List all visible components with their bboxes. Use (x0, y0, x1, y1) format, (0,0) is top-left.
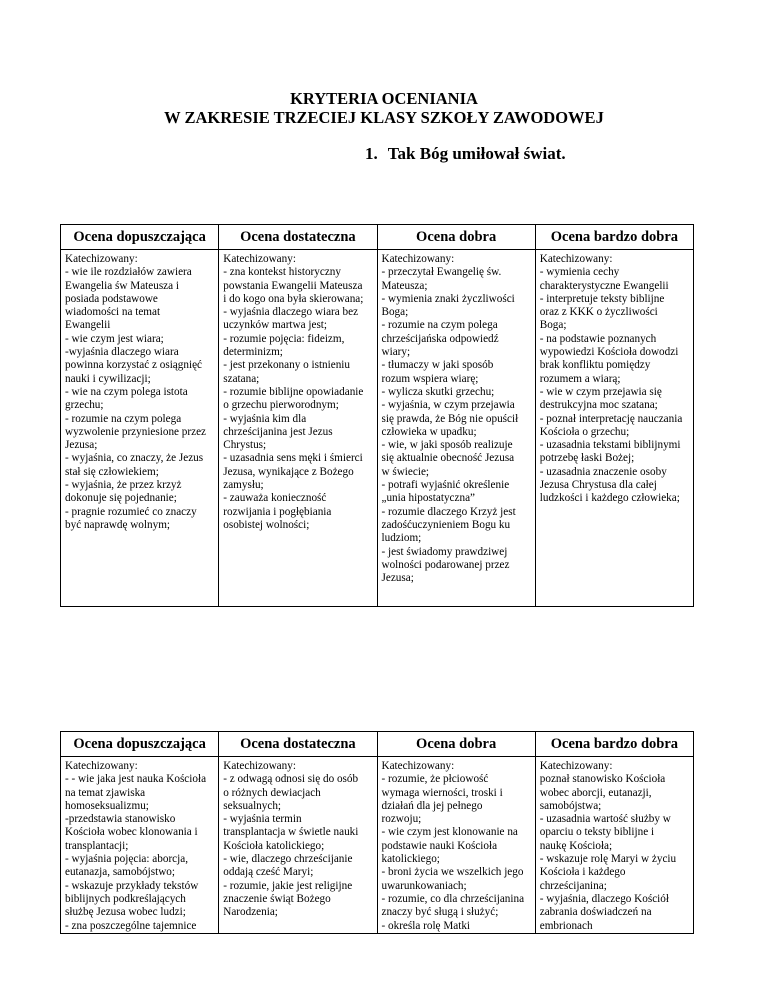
criteria-line: rozwijania i pogłębiania (223, 505, 332, 518)
criteria-line: -wyjaśnia dlaczego wiara (65, 346, 179, 359)
criteria-line: osobistej wolności; (223, 518, 310, 531)
criteria-line: - wyjaśnia, dlaczego Kościół (539, 892, 669, 905)
criteria-line: posiada podstawowe (65, 292, 158, 305)
criteria-line: - potrafi wyjaśnić określenie (381, 479, 510, 492)
criteria-line: wyzwolenie przyniesione przez (65, 425, 207, 438)
criteria-line: Jezusa; (381, 572, 414, 585)
criteria-line: - wie czym jest klonowanie na (381, 826, 518, 839)
criteria-line: nauki i cywilizacji; (65, 372, 151, 385)
criteria-line: o różnych dewiacjach (223, 786, 321, 799)
criteria-line: - uzasadnia wartość służby w (539, 813, 671, 826)
criteria-line: samobójstwa; (539, 799, 602, 812)
criteria-line: rozum wspiera wiarę; (381, 372, 479, 385)
criteria-line: Katechizowany: (223, 760, 296, 772)
criteria-line: - rozumie, jakie jest religijne (223, 879, 353, 892)
criteria-line: o grzechu pierworodnym; (223, 399, 339, 412)
criteria-line: chrześcijańska odpowiedź (381, 332, 499, 345)
criteria-line: grzechu; (65, 399, 104, 412)
criteria-line: - na podstawie poznanych (539, 332, 657, 345)
criteria-line: - jest świadomy prawdziwej (381, 545, 508, 558)
criteria-cell (535, 757, 693, 934)
criteria-line: na temat zjawiska (65, 786, 146, 799)
criteria-cell (535, 250, 693, 607)
criteria-line: Kościoła katolickiego; (223, 839, 325, 852)
criteria-line: - wyjaśnia, w czym przejawia (381, 399, 515, 412)
criteria-line: dokonuje się pojednanie; (65, 492, 177, 505)
section-number: 1. (365, 144, 378, 163)
criteria-line: być naprawdę wolnym; (65, 518, 171, 531)
criteria-line: - wyjaśnia kim dla (223, 412, 307, 425)
criteria-line: potrzebę łaski Bożej; (539, 452, 635, 465)
criteria-line: Boga; (381, 306, 409, 319)
criteria-line: charakterystyczne Ewangelii (539, 279, 669, 292)
criteria-line: - - wie jaka jest nauka Kościoła (65, 773, 207, 786)
criteria-cell (377, 757, 535, 934)
criteria-line: wymaga wierności, troski i (381, 786, 503, 799)
criteria-line: Katechizowany: (539, 253, 613, 265)
criteria-line: Ewangelia św Mateusza i (65, 279, 180, 292)
criteria-line: wypowiedzi Kościoła dowodzi (539, 346, 679, 359)
criteria-line: katolickiego; (381, 853, 440, 866)
header-cell: Ocena bardzo dobra (535, 225, 693, 250)
criteria-line: szatana; (223, 372, 260, 385)
criteria-line: się prawda, że Bóg nie opuścił (381, 412, 519, 425)
criteria-line: - rozumie biblijne opowiadanie (223, 385, 364, 398)
document-title-line1: KRYTERIA OCENIANIA (290, 89, 478, 108)
criteria-line: - wymienia cechy (539, 266, 620, 279)
criteria-line: naukę Kościoła; (539, 839, 613, 852)
criteria-line: człowieka w upadku; (381, 425, 477, 438)
criteria-cell (219, 250, 377, 607)
criteria-line: - poznał interpretację nauczania (539, 412, 683, 425)
criteria-line: -przedstawia stanowisko (65, 813, 176, 826)
criteria-line: poznał stanowisko Kościoła (539, 773, 666, 786)
criteria-line: zadośćuczynieniem Bogu ku (381, 518, 511, 531)
criteria-line: podstawie nauki Kościoła (381, 839, 498, 852)
table-header-row (61, 732, 694, 757)
criteria-line: - rozumie, że płciowość (381, 773, 489, 786)
criteria-line: - wie czym jest wiara; (65, 332, 164, 345)
criteria-cell (61, 250, 219, 607)
criteria-cell (61, 757, 219, 934)
criteria-line: - wylicza skutki grzechu; (381, 385, 495, 398)
criteria-line: Jezusa; (65, 439, 98, 452)
criteria-line: znaczenie świąt Bożego (223, 892, 331, 905)
criteria-line: zabrania doświadczeń na (539, 906, 652, 919)
criteria-line: chrześcijanina; (539, 879, 607, 892)
criteria-line: Jezusa Chrystusa dla całej (539, 479, 657, 492)
criteria-line: - wie ile rozdziałów zawiera (65, 266, 192, 279)
criteria-line: oraz z KKK o życzliwości (539, 306, 658, 319)
criteria-line: Katechizowany: (381, 760, 455, 772)
criteria-line: - rozumie, co dla chrześcijanina (381, 892, 525, 905)
criteria-line: zamysłu; (223, 479, 264, 492)
criteria-line: - wyjaśnia dlaczego wiara bez (223, 306, 359, 319)
criteria-line: Narodzenia; (223, 906, 278, 919)
criteria-line: Katechizowany: (65, 253, 138, 265)
header-cell: Ocena dostateczna (219, 225, 377, 250)
criteria-line: powinna korzystać z osiągnięć (65, 359, 202, 372)
criteria-line: znaczy być sługą i służyć; (381, 906, 499, 919)
criteria-line: destrukcyjna moc szatana; (539, 399, 658, 412)
criteria-line: - wskazuje przykłady tekstów (65, 879, 199, 892)
criteria-line: „unia hipostatyczna” (381, 492, 475, 505)
criteria-line: Katechizowany: (539, 760, 613, 772)
criteria-table-2 (60, 731, 694, 934)
header-cell: Ocena dobra (377, 732, 535, 757)
criteria-line: - uzasadnia sens męki i śmierci (223, 452, 363, 465)
criteria-line: Katechizowany: (65, 760, 138, 772)
criteria-line: - pragnie rozumieć co znaczy (65, 505, 197, 518)
criteria-line: wolności podarowanej przez (381, 558, 510, 571)
criteria-line: Jezusa, wynikające z Bożego (223, 465, 354, 478)
criteria-line: - rozumie na czym polega (381, 319, 498, 332)
criteria-line: służbę Jezusa wobec ludzi; (65, 906, 186, 919)
criteria-line: embrionach (539, 919, 593, 932)
criteria-line: stał się człowiekiem; (65, 465, 159, 478)
criteria-line: Kościoła o grzechu; (539, 425, 630, 438)
criteria-line: działań dla jej pełnego (381, 799, 483, 812)
criteria-line: - interpretuje teksty biblijne (539, 292, 665, 305)
criteria-line: - wie na czym polega istota (65, 385, 188, 398)
criteria-line: - zauważa konieczność (223, 492, 327, 505)
criteria-line: Katechizowany: (381, 253, 455, 265)
criteria-line: powstania Ewangelii Mateusza (223, 279, 363, 292)
criteria-line: homoseksualizmu; (65, 799, 149, 812)
criteria-line: - tłumaczy w jaki sposób (381, 359, 494, 372)
criteria-line: Mateusza; (381, 279, 428, 292)
criteria-line: - z odwagą odnosi się do osób (223, 773, 359, 786)
criteria-line: Katechizowany: (223, 253, 296, 265)
criteria-cell (219, 757, 377, 934)
criteria-line: się aktualnie obecność Jezusa (381, 452, 515, 465)
criteria-line: eutanazja, samobójstwo; (65, 866, 175, 879)
criteria-line: uczynków martwa jest; (223, 319, 328, 332)
criteria-line: ludzkości i każdego człowieka; (539, 492, 680, 505)
header-cell: Ocena bardzo dobra (535, 732, 693, 757)
document-title-line2: W ZAKRESIE TRZECIEJ KLASY SZKOŁY ZAWODOWEJ (164, 108, 604, 127)
criteria-line: - rozumie pojęcia: fideizm, (223, 332, 345, 345)
criteria-line: - zna poszczególne tajemnice (65, 919, 197, 932)
criteria-line: wiary; (381, 346, 411, 359)
criteria-line: - rozumie dlaczego Krzyż jest (381, 505, 516, 518)
criteria-line: Ewangelii (65, 319, 111, 332)
criteria-line: seksualnych; (223, 799, 282, 812)
header-cell: Ocena dopuszczająca (61, 732, 219, 757)
header-cell: Ocena dobra (377, 225, 535, 250)
criteria-line: wobec aborcji, eutanazji, (539, 786, 652, 799)
criteria-line: - uzasadnia znaczenie osoby (539, 465, 667, 478)
criteria-line: - wie, w jaki sposób realizuje (381, 439, 513, 452)
criteria-line: - wie, dlaczego chrześcijanie (223, 853, 353, 866)
criteria-cell (377, 250, 535, 607)
table-row (61, 757, 694, 934)
header-cell: Ocena dopuszczająca (61, 225, 219, 250)
criteria-line: - jest przekonany o istnieniu (223, 359, 351, 372)
criteria-line: - wyjaśnia termin (223, 813, 302, 826)
criteria-line: rozwoju; (381, 813, 422, 826)
criteria-line: biblijnych podkreślających (65, 892, 186, 905)
criteria-line: - broni życia we wszelkich jego (381, 866, 524, 879)
criteria-line: - zna kontekst historyczny (223, 266, 341, 279)
criteria-line: brak konfliktu pomiędzy (539, 359, 651, 372)
table-header-row (61, 225, 694, 250)
criteria-line: Chrystus; (223, 439, 267, 452)
criteria-line: transplantacji; (65, 839, 129, 852)
criteria-line: - wymienia znaki życzliwości (381, 292, 515, 305)
criteria-line: - wyjaśnia, że przez krzyż (65, 479, 182, 492)
criteria-line: - wskazuje rolę Maryi w życiu (539, 853, 677, 866)
criteria-line: transplantacja w świetle nauki (223, 826, 359, 839)
criteria-line: determinizm; (223, 346, 283, 359)
criteria-line: wiadomości na temat (65, 306, 161, 319)
section-title: Tak Bóg umiłował świat. (387, 144, 566, 163)
criteria-line: i do kogo ona była skierowana; (223, 292, 364, 305)
section-heading (365, 144, 566, 164)
criteria-line: rozumem a wiarą; (539, 372, 621, 385)
criteria-line: w świecie; (381, 465, 430, 478)
criteria-line: - określa rolę Matki (381, 919, 471, 932)
criteria-table-1 (60, 224, 694, 607)
criteria-line: - rozumie na czym polega (65, 412, 182, 425)
criteria-line: - wie w czym przejawia się (539, 385, 662, 398)
table-row (61, 250, 694, 607)
criteria-line: oparciu o teksty biblijne i (539, 826, 655, 839)
criteria-line: oddają cześć Maryi; (223, 866, 314, 879)
criteria-line: chrześcijanina jest Jezus (223, 425, 333, 438)
header-cell: Ocena dostateczna (219, 732, 377, 757)
criteria-line: - przeczytał Ewangelię św. (381, 266, 502, 279)
criteria-line: Boga; (539, 319, 567, 332)
criteria-line: - wyjaśnia pojęcia: aborcja, (65, 853, 189, 866)
criteria-line: Kościoła i każdego (539, 866, 626, 879)
criteria-line: - wyjaśnia, co znaczy, że Jezus (65, 452, 204, 465)
criteria-line: - uzasadnia tekstami biblijnymi (539, 439, 681, 452)
criteria-line: uwarunkowaniach; (381, 879, 467, 892)
criteria-line: ludziom; (381, 532, 422, 545)
criteria-line: Kościoła wobec klonowania i (65, 826, 198, 839)
